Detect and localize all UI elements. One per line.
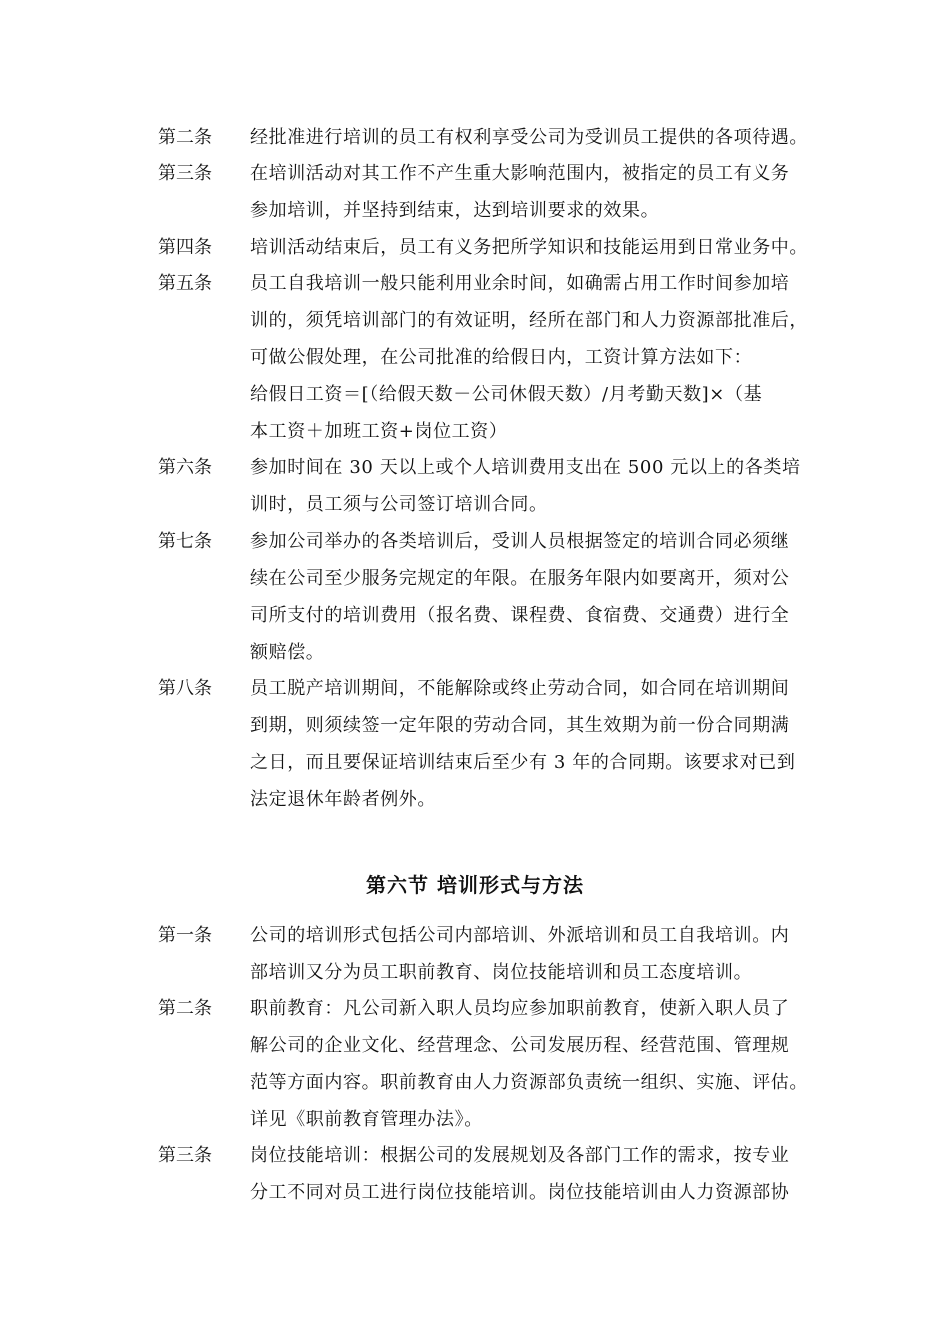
article-line: 员工脱产培训期间，不能解除或终止劳动合同，如合同在培训期间 xyxy=(250,678,790,699)
article-body xyxy=(250,990,820,1138)
section-title: 第六节 培训形式与方法 xyxy=(366,873,584,897)
article-line: 详见《职前教育管理办法》。 xyxy=(250,1109,483,1130)
article-line: 训时，员工须与公司签订培训合同。 xyxy=(250,494,548,515)
article-line: 范等方面内容。职前教育由人力资源部负责统一组织、实施、评估。 xyxy=(250,1072,808,1093)
article-number: 第一条 xyxy=(158,925,212,946)
article-body xyxy=(250,449,820,523)
article-line: 参加时间在 30 天以上或个人培训费用支出在 500 元以上的各类培 xyxy=(250,457,801,478)
article-number: 第五条 xyxy=(158,273,212,294)
article-body xyxy=(250,523,820,671)
article-line: 解公司的企业文化、经营理念、公司发展历程、经营范围、管理规 xyxy=(250,1035,790,1056)
article-number: 第二条 xyxy=(158,127,212,148)
article-number: 第四条 xyxy=(158,237,212,258)
article-line: 本工资＋加班工资+岗位工资） xyxy=(250,421,508,442)
article-line: 续在公司至少服务完规定的年限。在服务年限内如要离开，须对公 xyxy=(250,568,790,589)
article-line: 公司的培训形式包括公司内部培训、外派培训和员工自我培训。内 xyxy=(250,925,790,946)
article-line: 法定退休年龄者例外。 xyxy=(250,789,436,810)
article-line: 参加培训，并坚持到结束，达到培训要求的效果。 xyxy=(250,200,660,221)
article-number: 第七条 xyxy=(158,531,212,552)
article-body xyxy=(250,119,820,156)
article-number: 第三条 xyxy=(158,1145,212,1166)
article-body xyxy=(250,917,820,991)
article-line: 培训活动结束后，员工有义务把所学知识和技能运用到日常业务中。 xyxy=(250,237,808,258)
article-number: 第三条 xyxy=(158,163,212,184)
article-line: 员工自我培训一般只能利用业余时间，如确需占用工作时间参加培 xyxy=(250,273,790,294)
article-body xyxy=(250,670,820,818)
article-line: 给假日工资＝[（给假天数－公司休假天数）/月考勤天数]×（基 xyxy=(250,384,763,405)
article-line: 训的，须凭培训部门的有效证明，经所在部门和人力资源部批准后， xyxy=(250,310,808,331)
article-body xyxy=(250,229,820,266)
article-number: 第八条 xyxy=(158,678,212,699)
article-line: 分工不同对员工进行岗位技能培训。岗位技能培训由人力资源部协 xyxy=(250,1182,790,1203)
article-line: 职前教育：凡公司新入职人员均应参加职前教育，使新入职人员了 xyxy=(250,998,790,1019)
article-body xyxy=(250,155,820,229)
article-line: 岗位技能培训：根据公司的发展规划及各部门工作的需求，按专业 xyxy=(250,1145,790,1166)
article-body xyxy=(250,1137,820,1211)
article-line: 可做公假处理，在公司批准的给假日内，工资计算方法如下： xyxy=(250,347,753,368)
article-line: 到期，则须续签一定年限的劳动合同，其生效期为前一份合同期满 xyxy=(250,715,790,736)
article-line: 司所支付的培训费用（报名费、课程费、食宿费、交通费）进行全 xyxy=(250,605,790,626)
article-line: 之日，而且要保证培训结束后至少有 3 年的合同期。该要求对已到 xyxy=(250,752,796,773)
article-line: 经批准进行培训的员工有权利享受公司为受训员工提供的各项待遇。 xyxy=(250,127,808,148)
article-line: 在培训活动对其工作不产生重大影响范围内，被指定的员工有义务 xyxy=(250,163,790,184)
article-body xyxy=(250,265,820,450)
article-line: 部培训又分为员工职前教育、岗位技能培训和员工态度培训。 xyxy=(250,962,753,983)
article-line: 参加公司举办的各类培训后，受训人员根据签定的培训合同必须继 xyxy=(250,531,790,552)
article-line: 额赔偿。 xyxy=(250,642,325,663)
article-number: 第二条 xyxy=(158,998,212,1019)
article-number: 第六条 xyxy=(158,457,212,478)
